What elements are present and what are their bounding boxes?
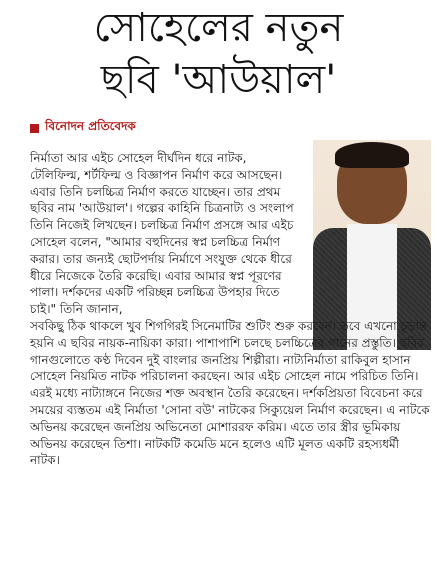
headline-line-1: সোহেলের নতুন bbox=[93, 5, 344, 51]
square-bullet-icon bbox=[30, 124, 39, 133]
byline bbox=[30, 118, 136, 138]
paragraph-1: নির্মাতা আর এইচ সোহেল দীর্ঘদিন ধরে নাটক, টেলিফিল্ম, শর্টফিল্ম ও বিজ্ঞাপন নির্মাণ করে আসছেন। এবার তিনি চলচ্চিত্র নির্মাণ করতে যাচ্ছেন। তার প্রথম ছবির নাম 'আউয়াল'। গল্পের কাহিনি চিত্রনাট্য ও সংলাপ তিনি নিজেই লিখছেন। চলচ্চিত্র নির্মাণ প্রসঙ্গে আর এইচ সোহেল বলেন, "আমার বহুদিনের স্বপ্ন চলচ্চিত্র নির্মাণ করার। তার জন্যই ছোটপর্দায় নির্মাণে সংযুক্ত থেকে ধীরে ধীরে নিজেকে তৈরি করেছি। এবার আমার স্বপ্ন পূরণের পালা। দর্শকদের একটি পরিচ্ছন্ন চলচ্চিত্র উপহার দিতে চাই।" তিনি জানান, bbox=[30, 151, 294, 317]
headline bbox=[0, 2, 437, 106]
article-body bbox=[30, 150, 430, 469]
paragraph-2: সবকিছু ঠিক থাকলে খুব শিগগিরই সিনেমাটির শুটিং শুরু করবেন। তবে এখনো চূড়ান্ত হয়নি এ ছবির নায়ক-নায়িকা কারা। পাশাপাশি চলছে চলচ্চিত্রের গানের প্রস্তুতি। ছবির গানগুলোতে কণ্ঠ দিবেন দুই বাংলার জনপ্রিয় শিল্পীরা। নাট্যনির্মাতা রাকিবুল হাসান সোহেল নিয়মিত নাটক পরিচালনা করছেন। আর এইচ সোহেল নামে পরিচিত তিনি। এরই মধ্যে নাট্যাঙ্গনে নিজের শক্ত অবস্থান তৈরি করেছেন। দর্শকপ্রিয়তা বিবেচনা করে সময়ের ব্যস্ততম এই নির্মাতা 'সোনা বউ' নাটকের সিক্যুয়েল নির্মাণ করেছেন। এ নাটকে অভিনয় করেছেন জনপ্রিয় অভিনেতা মোশাররফ করিম। এতে তার স্ত্রীর ভূমিকায় অভিনয় করেছেন তিশা। নাটকটি কমেডি মনে হলেও এটি মূলত একটি রহস্যধর্মী নাটক। bbox=[30, 318, 430, 468]
headline-line-2: ছবি 'আউয়াল' bbox=[100, 57, 337, 103]
byline-text: বিনোদন প্রতিবেদক bbox=[45, 119, 136, 133]
